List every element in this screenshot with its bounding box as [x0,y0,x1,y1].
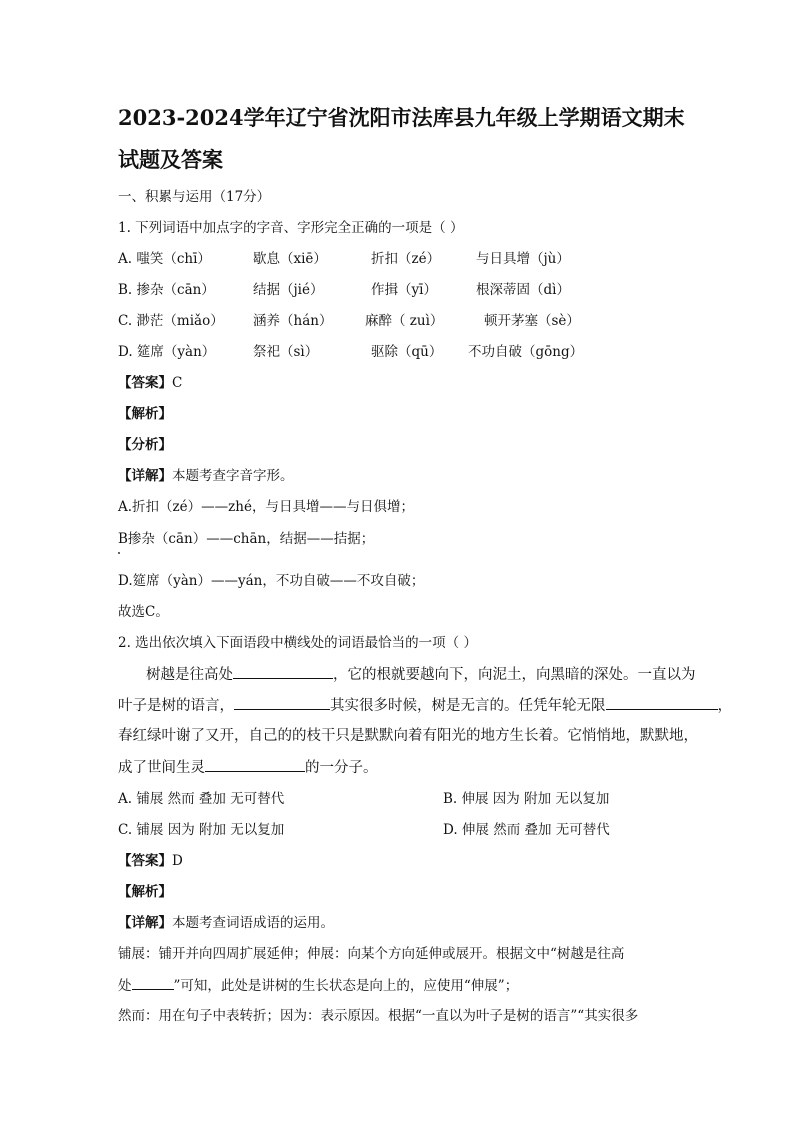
option-d-word-1: D. 筵席（yàn） [118,344,216,360]
detail-label: 【详解】 [118,915,172,931]
option-b-word-2: 结据（jié） [253,282,324,298]
fill-blank-3 [606,695,718,710]
document-title-line-1: 2023-2024学年辽宁省沈阳市法库县九年级上学期语文期末 [118,105,685,130]
detail-text: 本题考查字音字形。 [172,468,294,484]
passage-line-1 [146,664,706,685]
question-2-explanation-3: 然而：用在句子中表转折；因为：表示原因。根据“一直以为叶子是树的语言”“其实很多 [118,1008,639,1024]
fill-blank-4 [205,757,305,772]
option-b-word-1: B. 掺杂（cān） [118,282,215,298]
explanation-text: 处 [118,978,132,994]
question-1-answer [118,373,182,393]
option-b-word-4: 根深蒂固（dì） [476,282,570,298]
option-c-word-3: 麻醉（ zuì） [365,313,444,329]
document-title-line-2: 试题及答案 [118,147,223,172]
passage-text: 成了世间生灵 [118,760,205,776]
question-2-stem: 2. 选出依次填入下面语段中横线处的词语最恰当的一项（ ） [118,635,477,651]
answer-value: D [172,853,183,869]
passage-line-4 [118,757,678,778]
passage-text: ，它的根就要越向下，向泥土，向黑暗的深处。一直以为 [333,667,696,683]
question-2-analysis-label: 【解析】 [118,884,172,900]
fill-blank-2 [234,695,330,710]
question-1-explanation-b: B掺杂（cān）——chān，结据——拮据； [118,531,375,547]
option-c-word-1: C. 渺茫（miǎo） [118,313,224,329]
option-d-word-2: 祭祀（sì） [253,344,319,360]
option-c-word-2: 涵养（hán） [253,313,333,329]
question-2-option-b: B. 伸展 因为 附加 无以复加 [443,791,610,807]
option-d-word-4: 不功自破（gōng） [468,344,584,360]
option-d-word-3: 驱除（qū） [371,344,443,360]
fill-blank-1 [233,664,333,679]
detail-text: 本题考查词语成语的运用。 [172,915,334,931]
passage-text: ， [717,698,732,714]
question-1-explanation-d: D.筵席（yàn）——yán，不功自破——不攻自破； [118,573,425,589]
detail-label: 【详解】 [118,468,172,484]
question-2-detail [118,913,334,933]
explanation-text: ”可知，此处是讲树的生长状态是向上的，应使用“伸展”； [173,978,519,994]
answer-label: 【答案】 [118,853,172,869]
question-1-explanation-a: A.折扣（zé）——zhé，与日具增——与日俱增； [118,499,414,515]
option-c-word-4: 顿开茅塞（sè） [484,313,580,329]
question-2-option-a: A. 铺展 然而 叠加 无可替代 [118,791,285,807]
question-1-detail [118,466,294,486]
question-2-option-c: C. 铺展 因为 附加 无以复加 [118,822,285,838]
passage-line-3: 春红绿叶谢了又开，自己的的枝干只是默默向着有阳光的地方生长着。它悄悄地，默默地， [118,728,698,744]
fill-blank-quote [132,975,174,990]
question-2-explanation-1: 铺展：铺开并向四周扩展延伸；伸展：向某个方向延伸或展开。根据文中“树越是往高 [118,946,625,962]
question-2-answer [118,851,183,871]
option-a-word-2: 歇息（xiē） [253,251,327,267]
question-1-analysis-label: 【解析】 [118,406,172,422]
option-b-word-3: 作揖（yī） [371,282,437,298]
passage-text: 叶子是树的语言， [118,698,234,714]
option-a-word-4: 与日具增（jù） [476,251,570,267]
section-heading: 一、积累与运用（17分） [118,189,271,205]
passage-text: 的一分子。 [305,760,378,776]
stray-dot [118,552,120,554]
option-a-word-3: 折扣（zé） [371,251,441,267]
question-2-option-d: D. 伸展 然而 叠加 无可替代 [443,822,610,838]
passage-line-2 [118,695,732,716]
passage-text: 其实很多时候，树是无言的。任凭年轮无限 [330,698,606,714]
answer-label: 【答案】 [118,375,172,391]
answer-value: C [172,375,183,391]
question-1-fenxi-label: 【分析】 [118,437,172,453]
passage-text: 树越是往高处 [146,667,233,683]
question-2-explanation-2 [118,975,518,996]
question-1-conclusion: 故选C。 [118,604,169,620]
question-1-stem: 1. 下列词语中加点字的字音、字形完全正确的一项是（ ） [118,220,464,236]
option-a-word-1: A. 嗤笑（chī） [118,251,211,267]
